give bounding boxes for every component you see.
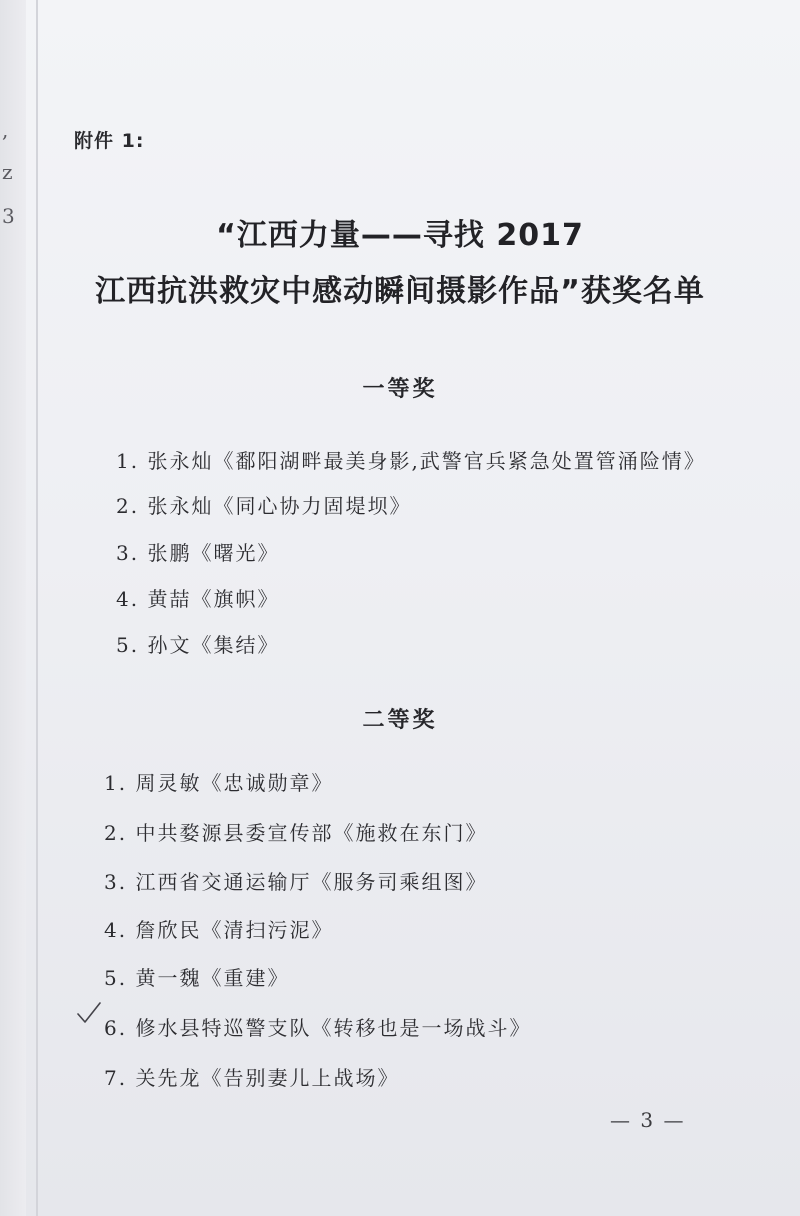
list-item: 1. 周灵敏《忠诚勋章》 <box>104 771 334 795</box>
list-item: 2. 张永灿《同心协力固堤坝》 <box>116 494 412 518</box>
list-item: 5. 黄一魏《重建》 <box>104 966 290 990</box>
page-number: — 3 — <box>610 1108 686 1132</box>
list-item: 6. 修水县特巡警支队《转移也是一场战斗》 <box>104 1016 532 1040</box>
list-item: 1. 张永灿《鄱阳湖畔最美身影,武警官兵紧急处置管涌险情》 <box>116 449 706 473</box>
edge-mark: z <box>2 160 13 184</box>
edge-mark: , <box>2 118 9 142</box>
list-item: 4. 詹欣民《清扫污泥》 <box>104 918 334 942</box>
edge-mark: 3 <box>2 204 15 228</box>
document-title-line-1: “江西力量——寻找 2017 <box>216 218 584 253</box>
adjacent-page-strip <box>0 0 26 1216</box>
list-item: 5. 孙文《集结》 <box>116 633 280 657</box>
first-prize-heading: 一等奖 <box>362 377 438 402</box>
list-item: 4. 黄喆《旗帜》 <box>116 587 280 611</box>
second-prize-heading: 二等奖 <box>362 708 438 733</box>
list-item: 3. 张鹏《曙光》 <box>116 541 280 565</box>
handwritten-check-mark <box>76 1000 102 1028</box>
list-item: 7. 关先龙《告别妻儿上战场》 <box>104 1066 400 1090</box>
list-item: 3. 江西省交通运输厅《服务司乘组图》 <box>104 870 488 894</box>
attachment-label: 附件 1: <box>74 130 145 152</box>
list-item: 2. 中共婺源县委宣传部《施救在东门》 <box>104 821 488 845</box>
page-edge-divider <box>36 0 38 1216</box>
document-title-line-2: 江西抗洪救灾中感动瞬间摄影作品”获奖名单 <box>95 274 705 309</box>
